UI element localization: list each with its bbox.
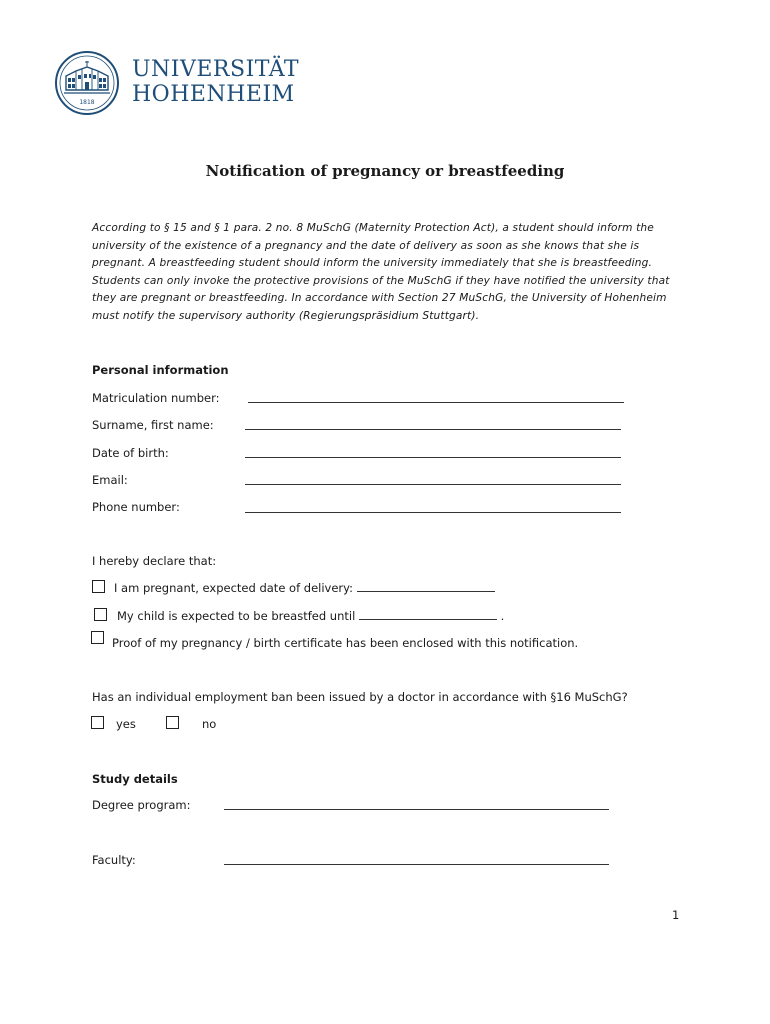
pregnant-label: I am pregnant, expected date of delivery: xyxy=(114,581,354,595)
breastfeeding-label: My child is expected to be breastfed until xyxy=(117,609,356,623)
email-label: Email: xyxy=(92,473,128,487)
study-details-heading: Study details xyxy=(92,772,178,786)
page-number: 1 xyxy=(672,908,680,922)
personal-info-heading: Personal information xyxy=(92,363,229,377)
university-logo xyxy=(54,50,316,118)
document-title: Notification of pregnancy or breastfeeding xyxy=(205,162,565,180)
phone-label: Phone number: xyxy=(92,500,180,514)
university-seal-icon xyxy=(54,50,120,116)
intro-line: must notify the supervisory authority (Regierungspräsidium Stuttgart). xyxy=(92,309,480,322)
delivery-date-field[interactable] xyxy=(357,581,495,592)
intro-line: According to § 15 and § 1 para. 2 no. 8 MuSchG (Maternity Protection Act), a student should inform the xyxy=(92,222,654,234)
email-field[interactable] xyxy=(245,484,621,485)
birthdate-field[interactable] xyxy=(245,457,621,458)
proof-enclosed-label: Proof of my pregnancy / birth certificate has been enclosed with this notification. xyxy=(112,636,579,650)
pregnant-checkbox[interactable] xyxy=(92,580,105,593)
breastfeeding-suffix: . xyxy=(500,609,505,623)
proof-enclosed-checkbox[interactable] xyxy=(91,631,104,644)
faculty-field[interactable] xyxy=(224,864,609,865)
matriculation-field[interactable] xyxy=(248,402,624,403)
logo-wordmark xyxy=(132,57,299,107)
name-label: Surname, first name: xyxy=(92,418,214,432)
intro-line: Students can only invoke the protective provisions of the MuSchG if they have notified the university that xyxy=(92,274,670,287)
logo-line-2: HOHENHEIM xyxy=(132,82,295,107)
faculty-label: Faculty: xyxy=(92,853,136,867)
birthdate-label: Date of birth: xyxy=(92,446,169,460)
ban-yes-label: yes xyxy=(116,717,136,731)
breastfeeding-checkbox[interactable] xyxy=(94,608,107,621)
logo-line-1: UNIVERSITÄT xyxy=(132,57,300,82)
ban-no-label: no xyxy=(202,717,217,731)
seal-year: 1818 xyxy=(79,99,95,106)
ban-yes-checkbox[interactable] xyxy=(91,716,104,729)
declaration-intro: I hereby declare that: xyxy=(92,554,217,568)
breastfeeding-statement xyxy=(117,609,504,623)
breastfeed-until-field[interactable] xyxy=(359,609,497,620)
intro-line: they are pregnant or breastfeeding. In accordance with Section 27 MuSchG, the University of Hohenheim xyxy=(92,292,667,305)
name-field[interactable] xyxy=(245,429,621,430)
intro-paragraph xyxy=(92,220,692,326)
employment-ban-question: Has an individual employment ban been issued by a doctor in accordance with §16 MuSchG? xyxy=(92,690,628,704)
degree-program-field[interactable] xyxy=(224,809,609,810)
intro-line: university of the existence of a pregnancy and the date of delivery as soon as she knows that she is xyxy=(92,239,640,252)
matriculation-label: Matriculation number: xyxy=(92,391,220,405)
intro-line: pregnant. A breastfeeding student should inform the university immediately that she is breastfeeding. xyxy=(92,257,652,270)
phone-field[interactable] xyxy=(245,512,621,513)
degree-program-label: Degree program: xyxy=(92,798,191,812)
pregnant-statement xyxy=(114,581,495,595)
ban-no-checkbox[interactable] xyxy=(166,716,179,729)
